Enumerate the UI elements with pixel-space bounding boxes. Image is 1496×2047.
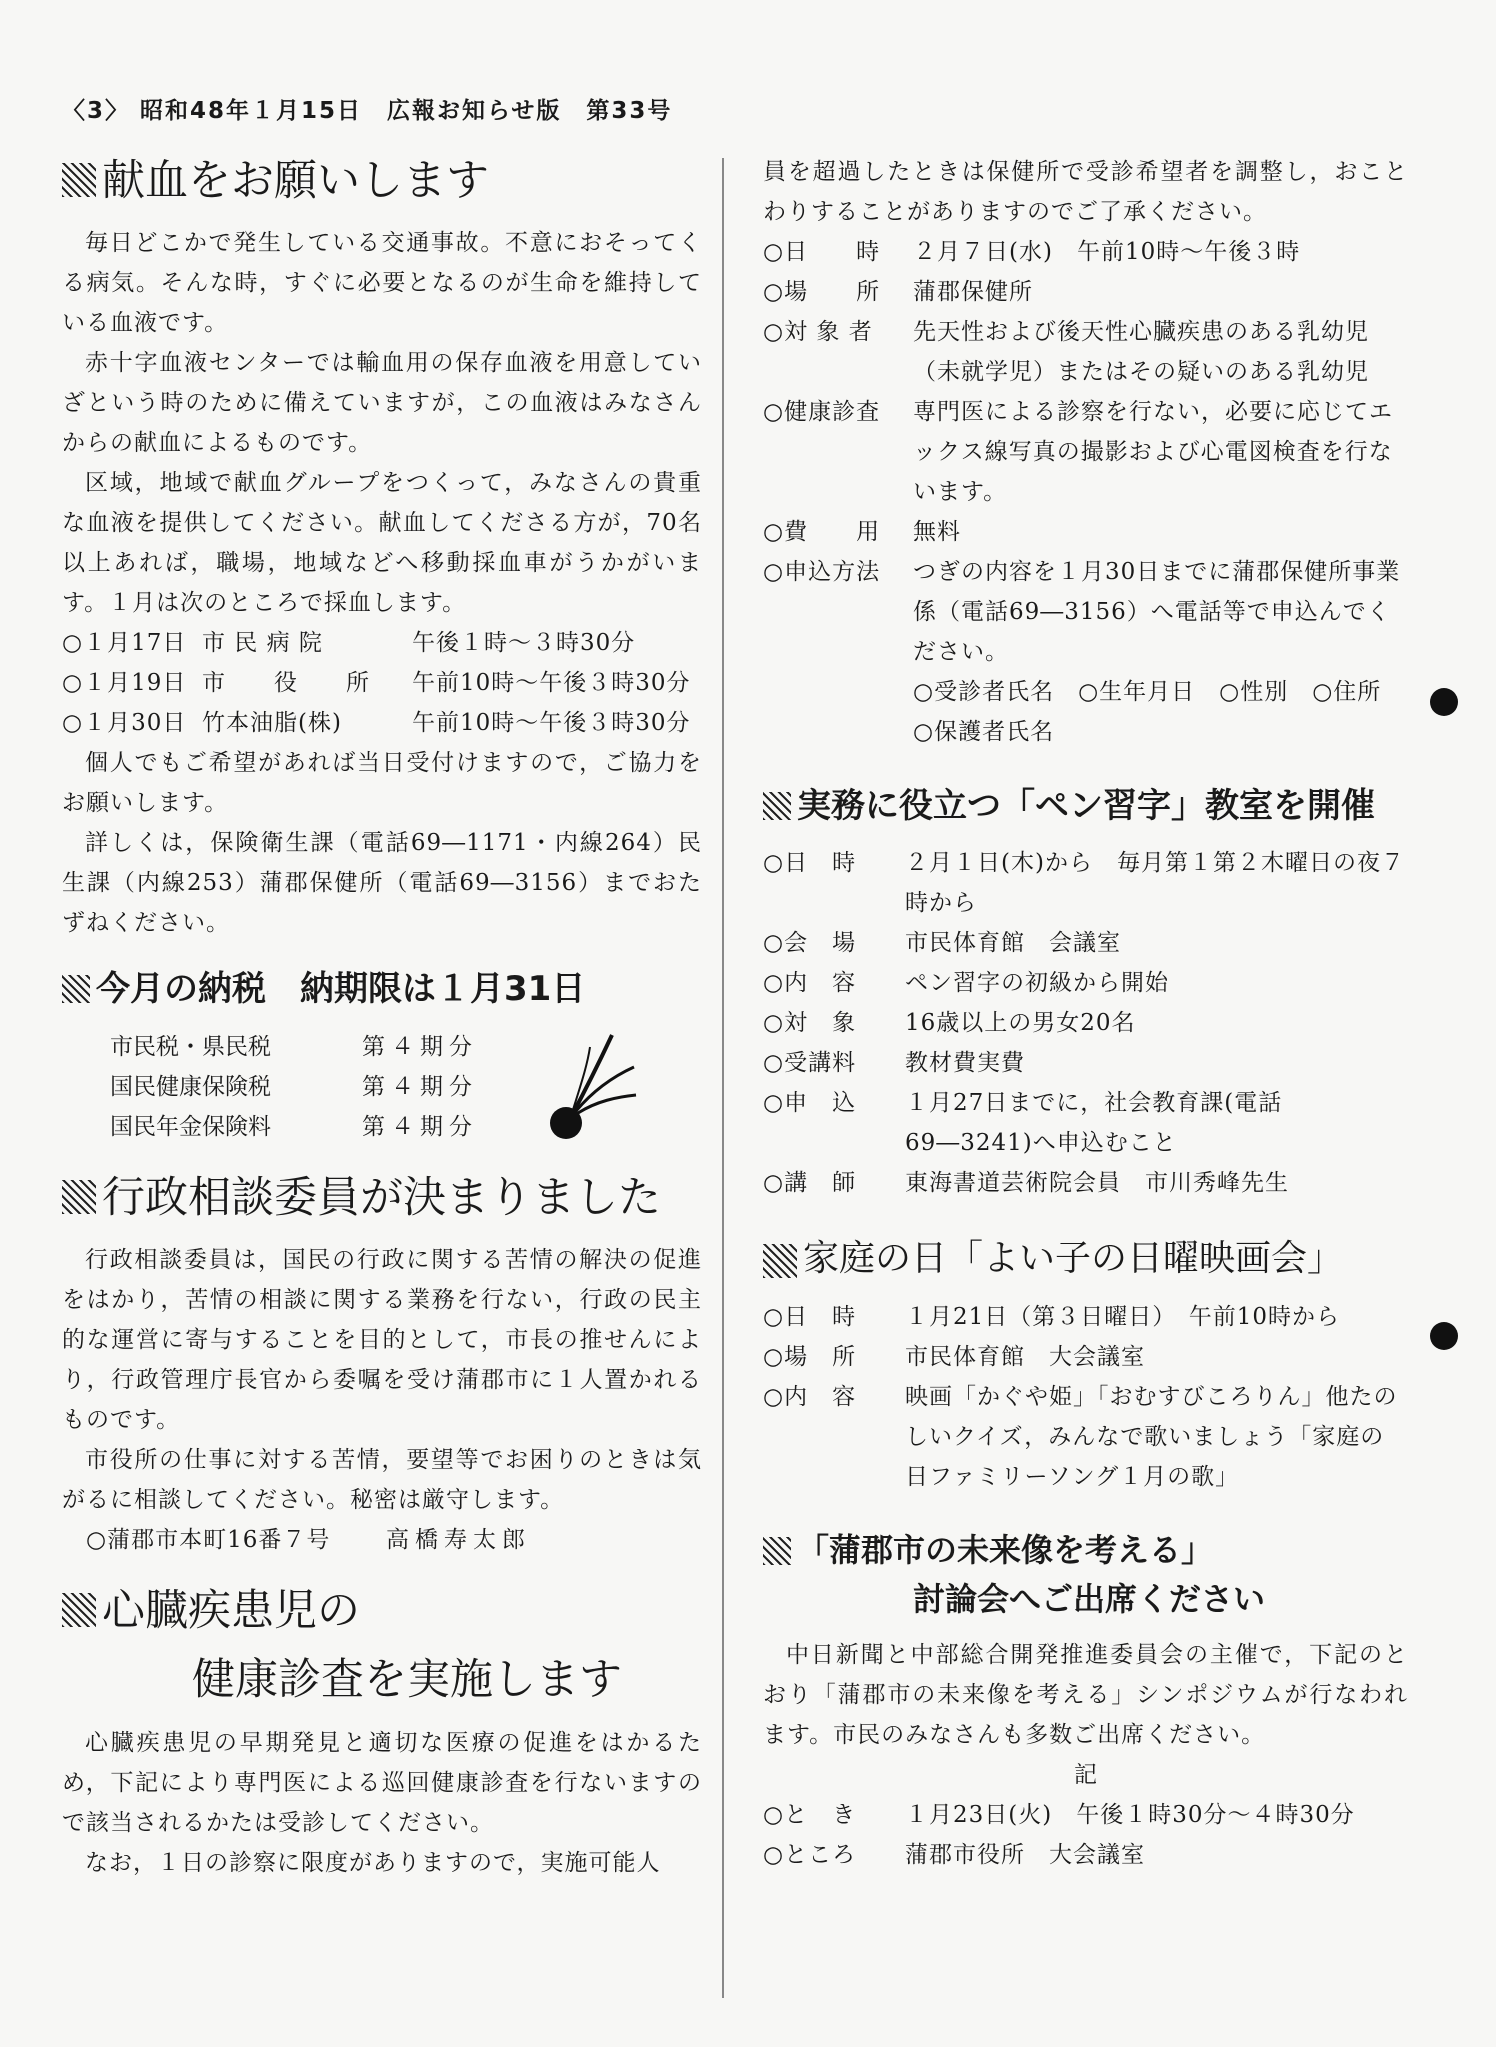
movie-section [763, 1239, 1408, 1497]
schedule-row: ○１月30日 竹本油脂(株) 午前10時～午後３時30分 [62, 710, 691, 737]
heart-checkup-section [62, 1585, 703, 1883]
right-column [763, 158, 1408, 1875]
punch-hole-icon [1430, 1322, 1458, 1350]
future-detail-row: ○と き １月23日(火) 午後１時30分～４時30分 [763, 1802, 1355, 1829]
left-column [62, 158, 702, 1883]
future-detail-row: ○ところ 蒲郡市役所 大会議室 [763, 1842, 1145, 1869]
heart-detail-row: ○対 象 者 先天性および後天性心臓疾患のある乳幼児（未就学児）またはその疑いのある乳幼児 [763, 319, 1369, 385]
pen-class-section [763, 788, 1408, 1203]
schedule-row: ○１月17日 市 民 病 院 午後１時～３時30分 [62, 630, 636, 657]
tax-title: 今月の納税 納期限は１月31日 [62, 971, 702, 1008]
movie-detail-row: ○場 所 市民体育館 大会議室 [763, 1343, 1145, 1370]
pen-detail-row: ○申 込 １月27日までに，社会教育課(電話69―3241)へ申込むこと [763, 1090, 1283, 1157]
consult-para-2: 市役所の仕事に対する苦情，要望等でお困りのときは気がるに相談してください。秘密は厳守します。 [62, 1446, 702, 1513]
schedule-row: ○１月19日 市 役 所 午前10時～午後３時30分 [62, 670, 691, 697]
ki-mark: 記 [1074, 1762, 1097, 1789]
page-header: 〈3〉 昭和48年１月15日 広報お知らせ版 第33号 [62, 98, 673, 124]
heart-detail-row: ○費 用 無料 [763, 519, 961, 545]
future-para: 中日新聞と中部総合開発推進委員会の主催で，下記のとおり「蒲郡市の未来像を考える」シンポジウムが行なわれます。市民のみなさんも多数ご出席ください。 [763, 1642, 1408, 1749]
heart-title: 心臓疾患児の 健康診査を実施します [62, 1588, 702, 1705]
consult-para-1: 行政相談委員は，国民の行政に関する苦情の解決の促進をはかり，苦情の相談に関する業務を行ない，行政の民主的な運営に寄与することを目的として，市長の推せんにより，行政管理庁長官から委嘱を受け蒲郡市に１人置かれるものです。 [62, 1246, 702, 1433]
punch-hole-icon [1430, 688, 1458, 716]
heart-detail-row: ○健康診査 専門医による診察を行ない，必要に応じてエックス線写真の撮影および心電図検査を行ないます。 [763, 399, 1393, 505]
tax-item: 市民税・県民税 第４期分 [110, 1033, 478, 1060]
blood-donation-title: 献血をお願いします [62, 158, 702, 205]
tax-item: 国民健康保険税 第４期分 [110, 1073, 478, 1100]
movie-detail-row: ○内 容 映画「かぐや姫」「おむすびころりん」他たのしいクイズ，みんなで歌いましょう「家庭の日ファミリーソング１月の歌」 [763, 1383, 1398, 1490]
hatch-icon [62, 163, 96, 197]
pen-detail-row: ○対 象 16歳以上の男女20名 [763, 1010, 1136, 1037]
pen-detail-row: ○講 師 東海書道芸術院会員 市川秀峰先生 [763, 1170, 1289, 1197]
movie-detail-row: ○日 時 １月21日（第３日曜日） 午前10時から [763, 1303, 1341, 1330]
hatch-icon [763, 1244, 797, 1278]
future-forum-section [763, 1530, 1408, 1875]
future-forum-title: 「蒲郡市の未来像を考える」 討論会へご出席ください [763, 1533, 1408, 1617]
pen-class-title: 実務に役立つ「ペン習字」教室を開催 [763, 788, 1408, 825]
heart-checkup-continued [763, 152, 1408, 752]
hatch-icon [62, 975, 90, 1003]
heart-para-2-start: なお，１日の診察に限度がありますので，実施可能人 [85, 1849, 661, 1876]
blood-para-3: 区域，地域で献血グループをつくって，みなさんの貴重な血液を提供してください。献血してくださる方が，70名以上あれば，職場，地域などへ移動採血車がうかがいます。１月は次のところで採血します。 [62, 470, 702, 617]
pen-detail-row: ○日 時 ２月１日(木)から 毎月第１第２木曜日の夜７時から [763, 850, 1405, 917]
heart-detail-row: ○場 所 蒲郡保健所 [763, 279, 1033, 305]
hatch-icon [763, 792, 791, 820]
blood-closing-1: 個人でもご希望があれば当日受付けますので，ご協力をお願いします。 [62, 750, 702, 817]
heart-para-1: 心臓疾患児の早期発見と適切な医療の促進をはかるため，下記により専門医による巡回健康診査を行ないますので該当されるかたは受診してください。 [62, 1729, 703, 1836]
hatch-icon [62, 1593, 96, 1627]
blood-schedule [62, 623, 702, 743]
hatch-icon [62, 1180, 96, 1214]
tax-item: 国民年金保険料 第４期分 [110, 1113, 478, 1140]
blood-para-1: 毎日どこかで発生している交通事故。不意におそってくる病気。そんな時，すぐに必要となるのが生命を維持している血液です。 [62, 230, 702, 337]
pen-detail-row: ○受講料 教材費実費 [763, 1050, 1025, 1077]
consult-member: ○蒲郡市本町16番７号 高橋寿太郎 [86, 1526, 531, 1553]
blood-closing-2: 詳しくは，保険衛生課（電話69―1171・内線264）民生課（内線253）蒲郡保健所（電話69―3156）までおたずねください。 [62, 830, 702, 937]
pen-detail-row: ○内 容 ペン習字の初級から開始 [763, 970, 1169, 997]
blood-donation-section [62, 158, 702, 943]
consultation-title: 行政相談委員が決まりました [62, 1175, 702, 1222]
consultation-section [62, 1172, 702, 1560]
hatch-icon [763, 1537, 791, 1565]
heart-para-2-cont: 員を超過したときは保健所で受診希望者を調整し，おことわりすることがありますのでご了承ください。 [763, 159, 1408, 225]
plant-illustration-icon [542, 1027, 642, 1147]
blood-para-2: 赤十字血液センターでは輸血用の保存血液を用意していざという時のために備えていますが，この血液はみなさんからの献血によるものです。 [62, 350, 702, 457]
column-divider [722, 158, 724, 1998]
movie-title: 家庭の日「よい子の日曜映画会」 [763, 1239, 1408, 1279]
heart-detail-row: ○申込方法 つぎの内容を１月30日までに蒲郡保健所事業係（電話69―3156）へ電話等で申込んでください。 [763, 559, 1401, 665]
tax-section [62, 971, 702, 1146]
heart-detail-row: ○日 時 ２月７日(水) 午前10時～午後３時 [763, 239, 1301, 265]
heart-apply-items: ○受診者氏名 ○生年月日 ○性別 ○住所 ○保護者氏名 [913, 679, 1406, 745]
pen-detail-row: ○会 場 市民体育館 会議室 [763, 930, 1121, 957]
